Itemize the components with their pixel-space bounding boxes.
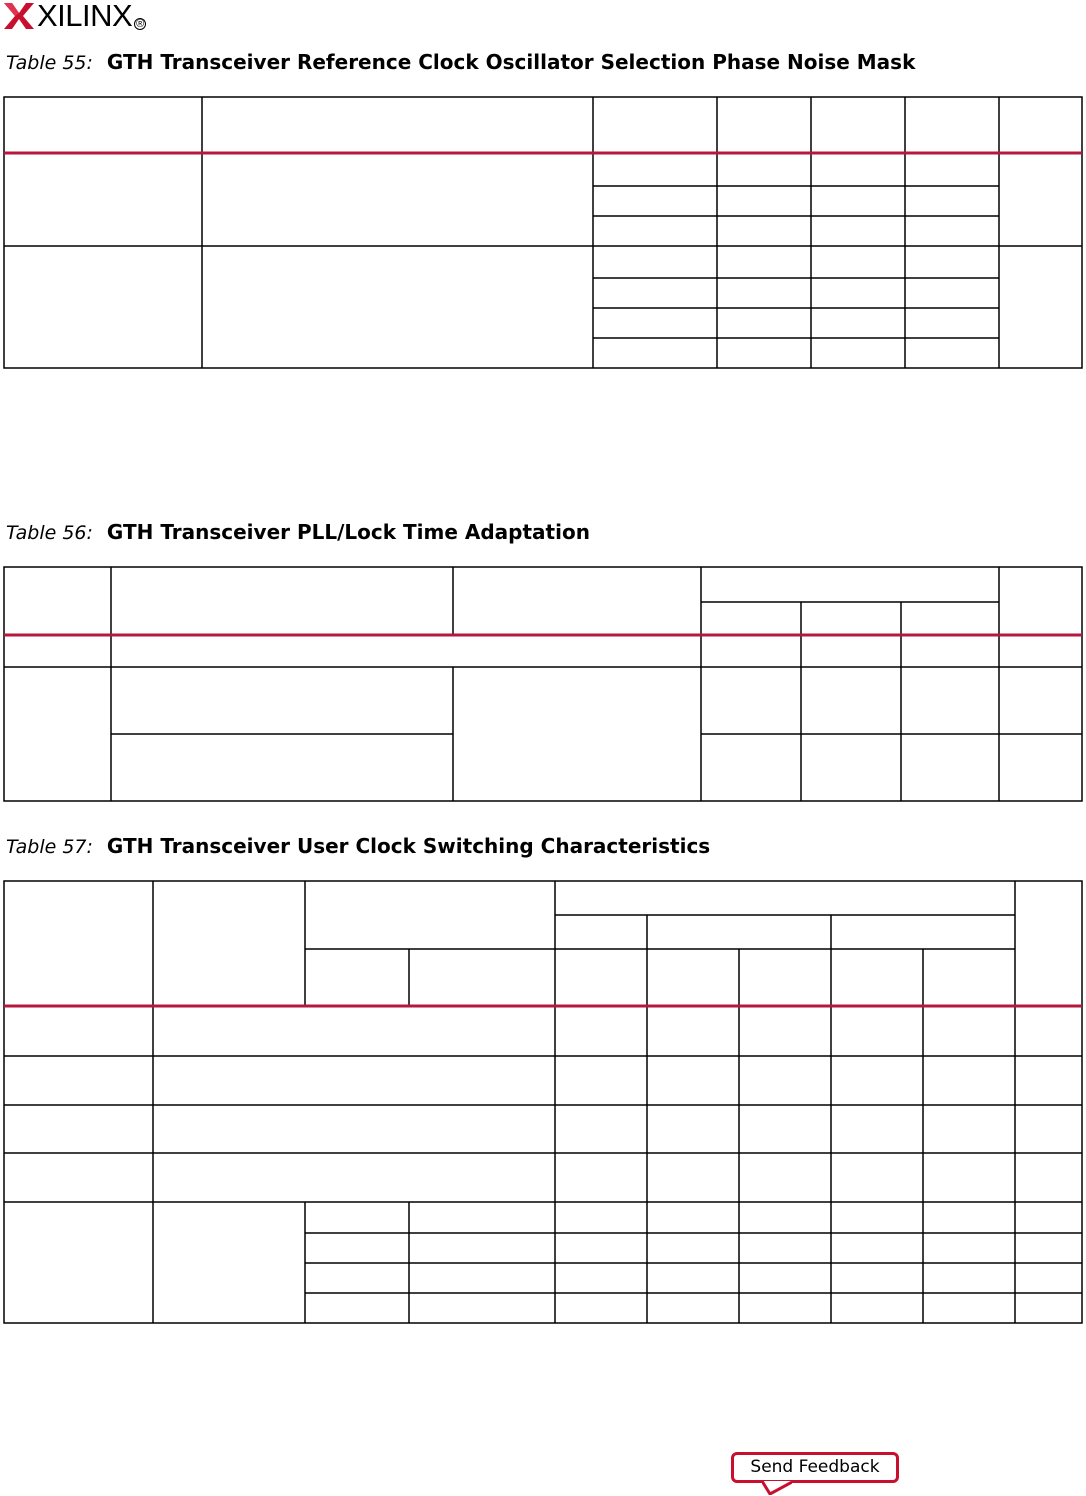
xilinx-logo-icon [4,1,34,31]
table-56-number: Table 56: [6,522,93,544]
registered-mark: ® [136,18,145,30]
table-56 [3,566,1084,804]
send-feedback-button[interactable]: Send Feedback [731,1452,899,1483]
table-56-caption [6,520,590,544]
logo-wordmark: XILINX [37,0,133,33]
table-55-number: Table 55: [6,52,93,74]
table-57-caption [6,834,710,858]
table-57-title: GTH Transceiver User Clock Switching Characteristics [106,834,711,858]
table-57-number: Table 57: [6,836,93,858]
table-55 [3,96,1084,370]
table-56-title: GTH Transceiver PLL/Lock Time Adaptation [106,520,590,544]
table-57 [3,880,1084,1326]
table-55-title: GTH Transceiver Reference Clock Oscillator Selection Phase Noise Mask [106,50,916,74]
xilinx-logo [4,0,146,32]
feedback-bubble-tail-icon [762,1481,792,1495]
table-55-caption [6,50,915,74]
